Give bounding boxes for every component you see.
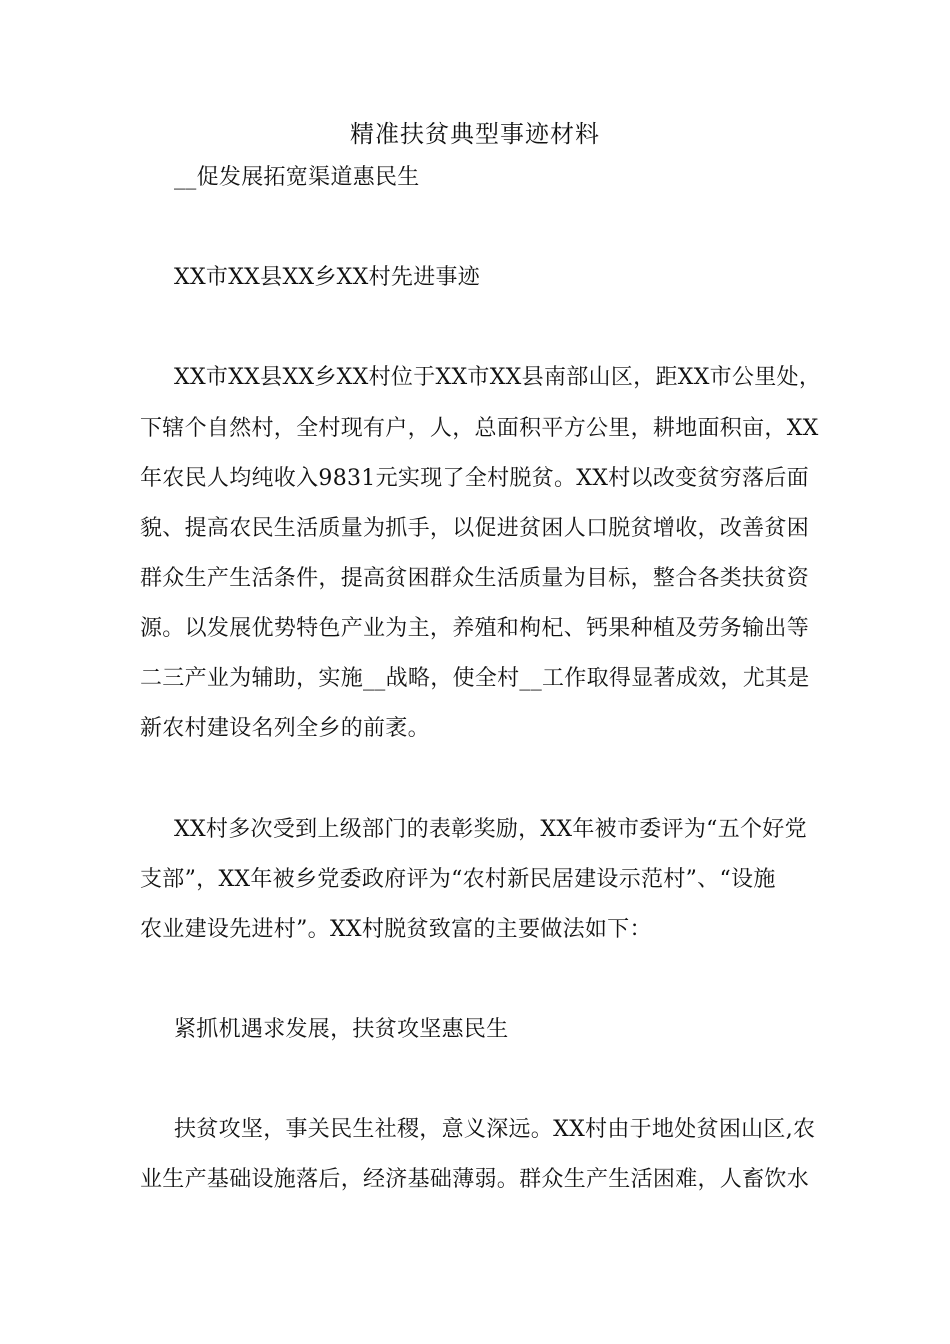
paragraph-line: 貌、提高农民生活质量为抓手，以促进贫困人口脱贫增收，改善贫困: [140, 516, 810, 541]
paragraph-line: 扶贫攻坚，事关民生社稷，意义深远。XX村由于地处贫困山区,农: [174, 1117, 816, 1142]
paragraph-line: XX村多次受到上级部门的表彰奖励，XX年被市委评为“五个好党: [174, 817, 807, 842]
paragraph-line: 年农民人均纯收入9831元实现了全村脱贫。XX村以改变贫穷落后面: [140, 466, 809, 491]
paragraph-line: 新农村建设名列全乡的前袤。: [140, 716, 430, 741]
paragraph-line: 业生产基础设施落后，经济基础薄弱。群众生产生活困难，人畜饮水: [140, 1167, 810, 1192]
paragraph-line: XX市XX县XX乡XX村位于XX市XX县南部山区，距XX市公里处，: [174, 365, 822, 390]
document-title: 精准扶贫典型事迹材料: [350, 120, 600, 148]
paragraph-line: 支部”，XX年被乡党委政府评为“农村新民居建设示范村”、“设施: [140, 867, 776, 892]
section-heading-village: XX市XX县XX乡XX村先进事迹: [174, 265, 481, 290]
paragraph-line: 下辖个自然村，全村现有户，人，总面积平方公里，耕地面积亩，XX: [140, 416, 819, 441]
section-heading-development: 紧抓机遇求发展，扶贫攻坚惠民生: [174, 1017, 509, 1042]
paragraph-line: 群众生产生活条件，提高贫困群众生活质量为目标，整合各类扶贫资: [140, 566, 810, 591]
paragraph-line: 源。以发展优势特色产业为主，养殖和枸杞、钙果种植及劳务输出等: [140, 616, 810, 641]
paragraph-line: 农业建设先进村”。XX村脱贫致富的主要做法如下：: [140, 917, 652, 942]
document-subtitle: __促发展拓宽渠道惠民生: [174, 165, 420, 190]
paragraph-line: 二三产业为辅助，实施__战略，使全村__工作取得显著成效，尤其是: [140, 666, 810, 691]
